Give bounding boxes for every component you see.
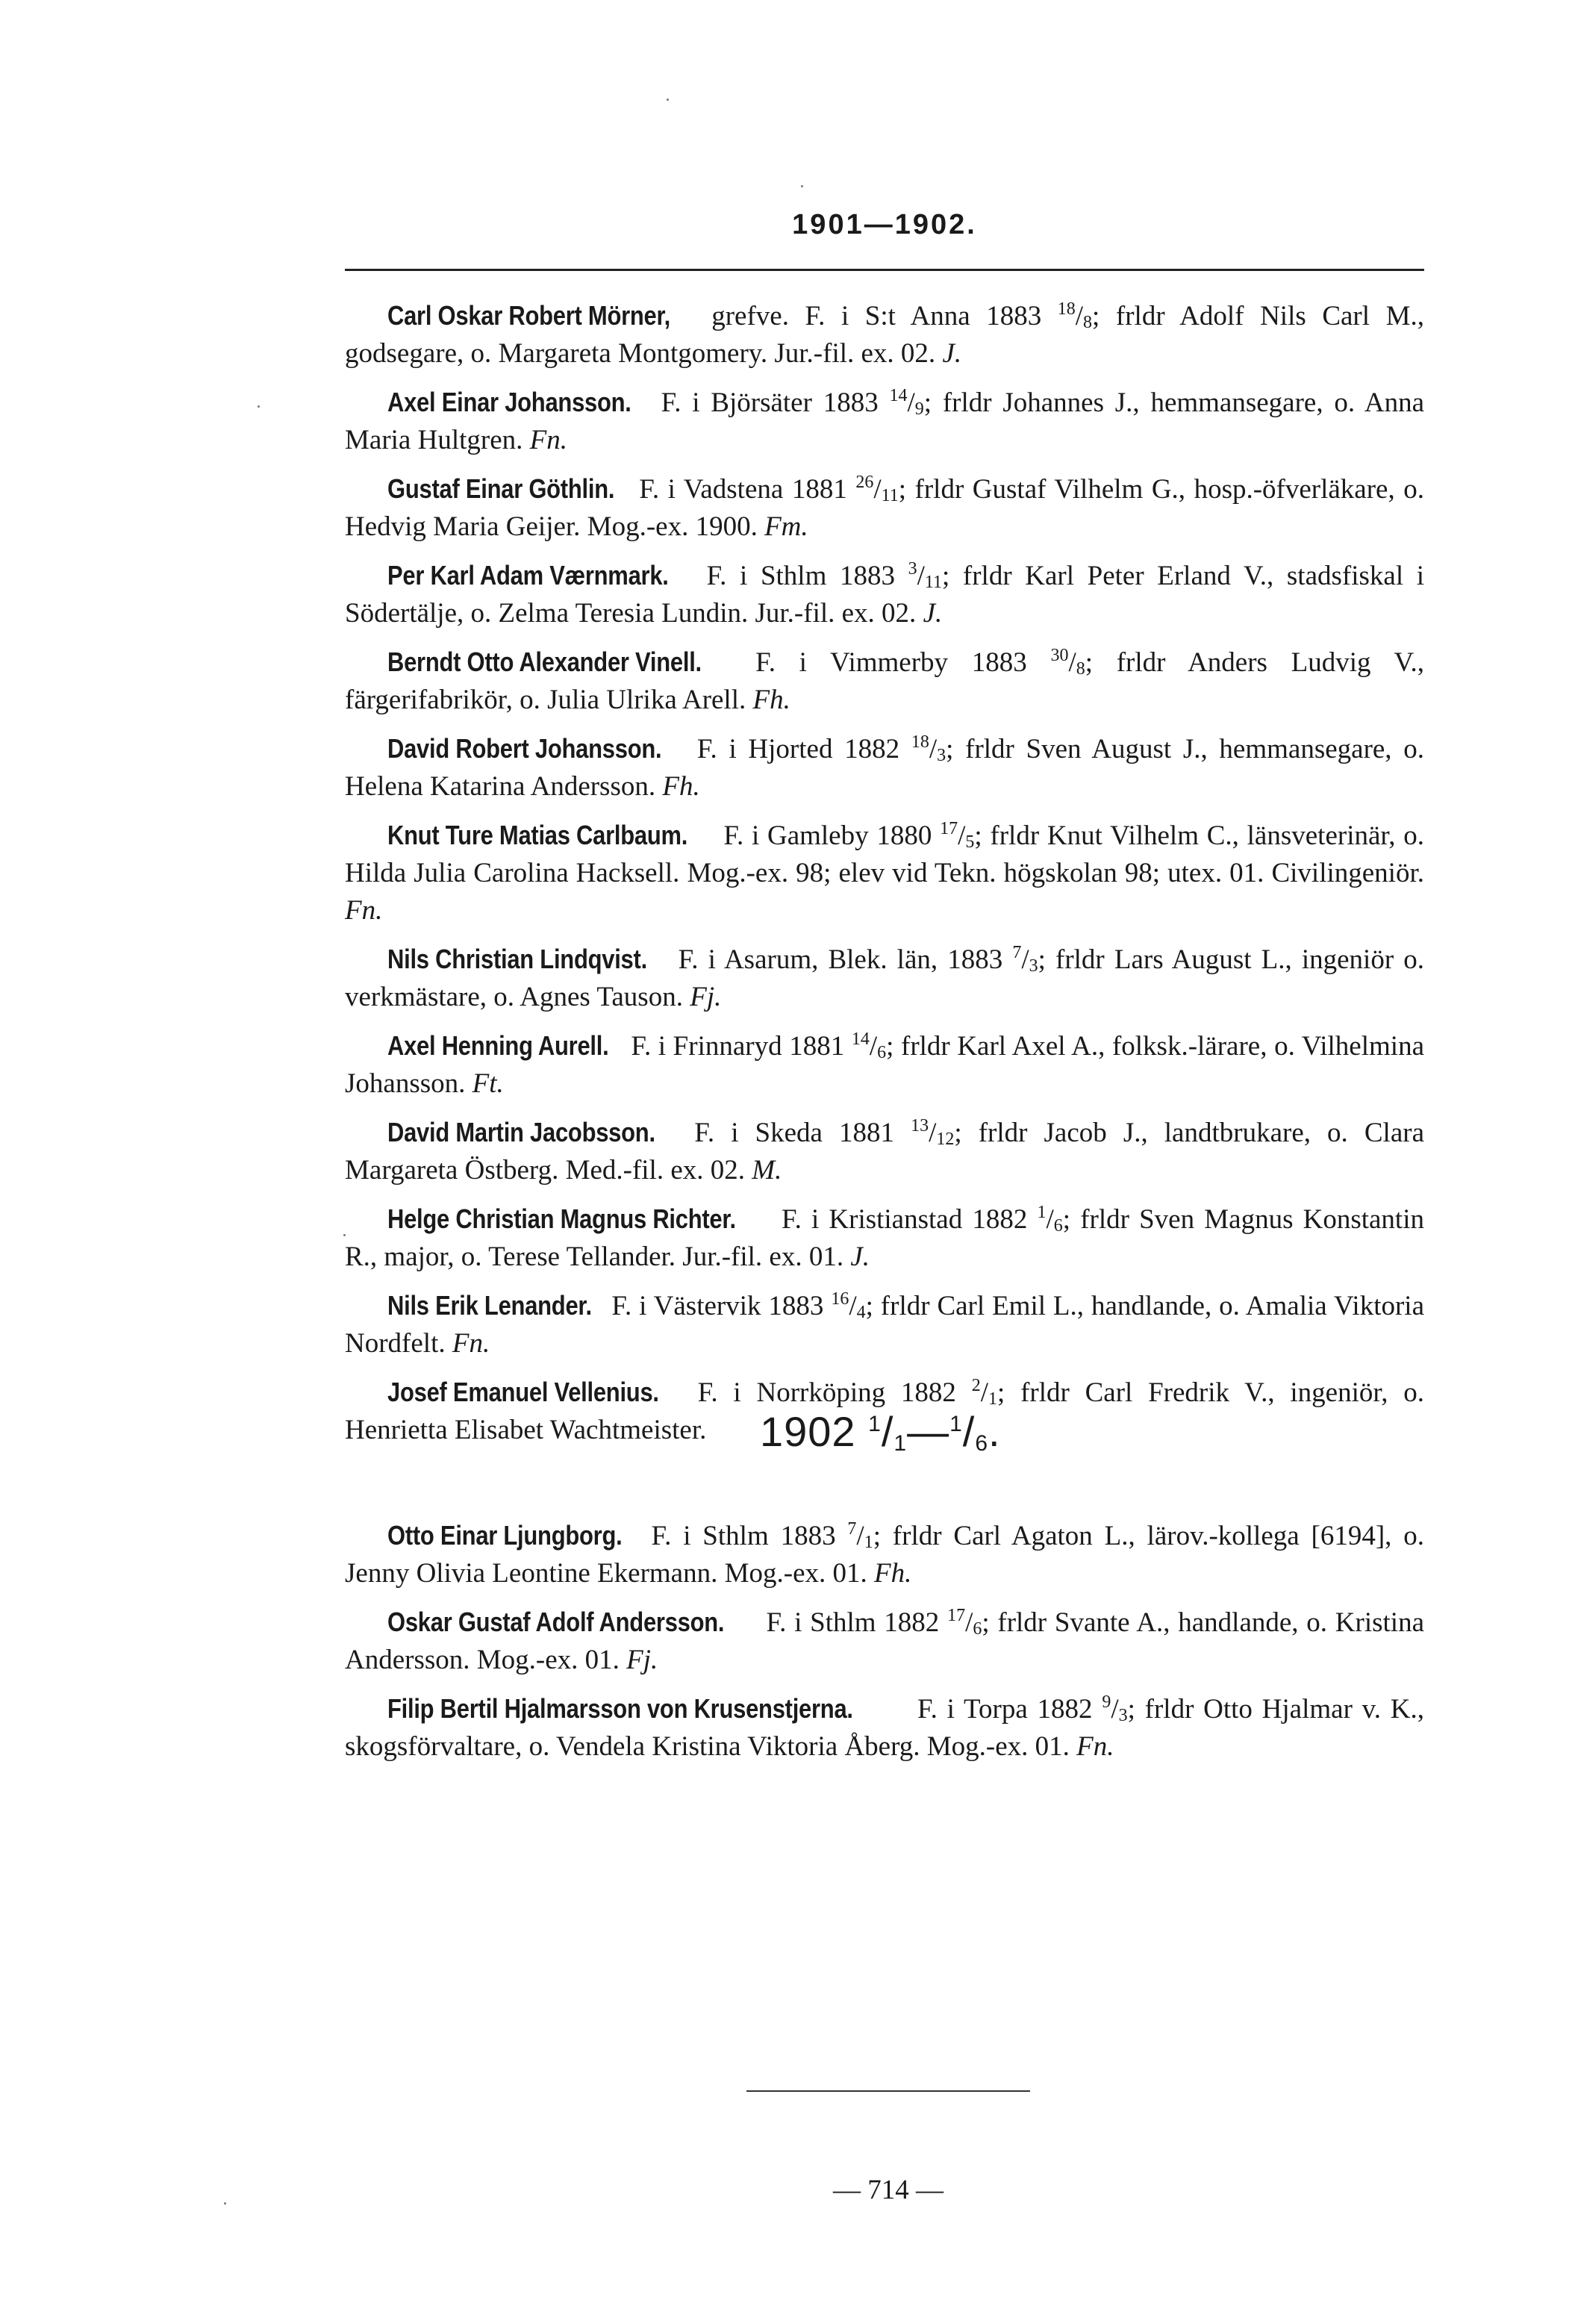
entry-name: Per Karl Adam Værnmark.: [387, 560, 669, 591]
entry-name: Carl Oskar Robert Mörner,: [387, 300, 670, 331]
date-day: 30: [1050, 646, 1069, 665]
date-day: 1: [1037, 1203, 1047, 1222]
date-month: 12: [936, 1130, 955, 1149]
section-heading-1902: 1902 $^1/_1—^1/_6$.: [760, 1408, 1001, 1456]
entry-name: Otto Einar Ljungborg.: [387, 1520, 623, 1551]
range-end-month: 6: [975, 1431, 989, 1456]
header-rule: [345, 269, 1424, 271]
entry-text-2: ; frldr Karl Axel A., folksk.-lärare, o. Vilhelmina Johansson.: [345, 1031, 1424, 1099]
register-entry: Carl Oskar Robert Mörner, grefve. F. i S:t Anna 1883 $^{18}$/8; frldr Adolf Nils Carl M., godsegare, o. Margareta Montgomery. Jur.-fil. ex. 02. J.: [345, 297, 1424, 373]
date-day: 26: [855, 473, 874, 492]
entry-text-1: F. i Kristianstad 1882: [771, 1204, 1038, 1235]
date-month: 5: [965, 832, 975, 852]
entry-text-1: F. i Gamleby 1880: [715, 820, 941, 851]
entry-text-1: F. i Frinnaryd 1881: [623, 1031, 852, 1062]
date-month: 4: [856, 1303, 866, 1322]
register-entry: Oskar Gustaf Adolf Andersson. F. i Sthlm 1882 $^{17}$/6; frldr Svante A., handlande, o. Kristina Andersson. Mog.-ex. 01. Fj.: [345, 1604, 1424, 1679]
entry-text-2: ; frldr Carl Fredrik V., ingeniör, o. Henrietta Elisabet Wachtmeister.: [345, 1377, 1424, 1445]
date-day: 13: [911, 1116, 929, 1135]
entry-text-2: ; frldr Carl Agaton L., lärov.-kollega [6194], o. Jenny Olivia Leontine Ekermann. Mog.-ex. 01.: [345, 1521, 1424, 1589]
entry-text-2: ; frldr Otto Hjalmar v. K., skogsförvaltare, o. Vendela Kristina Viktoria Åberg. Mog.-ex. 01.: [345, 1694, 1424, 1762]
entry-name: Josef Emanuel Vellenius.: [387, 1377, 659, 1407]
register-entry: Per Karl Adam Værnmark. F. i Sthlm 1883 $^3$/11; frldr Karl Peter Erland V., stadsfiskal i Södertälje, o. Zelma Teresia Lundin. Jur.-fil. ex. 02. J.: [345, 557, 1424, 632]
date-day: 16: [831, 1289, 849, 1309]
entry-abbreviation: J.: [923, 598, 943, 629]
scan-speck: [224, 2202, 226, 2205]
entry-text-1: F. i Skeda 1881: [678, 1118, 911, 1148]
register-entry: Nils Erik Lenander. F. i Västervik 1883 $^{16}$/4; frldr Carl Emil L., handlande, o. Amalia Viktoria Nordfelt. Fn.: [345, 1287, 1424, 1362]
date-month: 3: [1118, 1706, 1128, 1725]
date-month: 9: [914, 399, 924, 419]
entry-text-2: ; frldr Johannes J., hemmansegare, o. Anna Maria Hultgren.: [345, 387, 1424, 455]
entry-name: Gustaf Einar Göthlin.: [387, 473, 615, 504]
register-entry: David Martin Jacobsson. F. i Skeda 1881 $^{13}$/12; frldr Jacob J., landtbrukare, o. Clara Margareta Östberg. Med.-fil. ex. 02. M.: [345, 1114, 1424, 1189]
entry-abbreviation: Fm.: [764, 511, 808, 542]
register-entry: Berndt Otto Alexander Vinell. F. i Vimmerby 1883 $^{30}$/8; frldr Anders Ludvig V., färgerifabrikör, o. Julia Ulrika Arell. Fh.: [345, 644, 1424, 719]
entry-text-1: F. i Björsäter 1883: [649, 387, 890, 418]
entry-text-1: F. i Vimmerby 1883: [732, 647, 1051, 678]
entry-abbreviation: Fn.: [345, 895, 383, 926]
entry-text-1: F. i Torpa 1882: [908, 1694, 1102, 1725]
date-month: 6: [877, 1043, 887, 1062]
entry-text-1: grefve. F. i S:t Anna 1883: [695, 301, 1058, 331]
range-end-period: .: [988, 1408, 1001, 1455]
date-day: 17: [947, 1606, 966, 1625]
register-entry: Knut Ture Matias Carlbaum. F. i Gamleby 1880 $^{17}$/5; frldr Knut Vilhelm C., länsveterinär, o. Hilda Julia Carolina Hacksell. Mog.-ex. 98; elev vid Tekn. högskolan 98; utex. 01. Civilingeniör. Fn.: [345, 817, 1424, 929]
entry-text-1: F. i Sthlm 1883: [639, 1521, 848, 1551]
section-year: 1902: [760, 1408, 856, 1455]
scan-speck: [258, 405, 260, 408]
entry-abbreviation: Fn.: [529, 425, 567, 455]
entry-abbreviation: Fn.: [1076, 1731, 1114, 1762]
range-start-day: 1: [868, 1412, 882, 1436]
entry-abbreviation: J.: [942, 338, 962, 369]
register-entry: Axel Einar Johansson. F. i Björsäter 1883 $^{14}$/9; frldr Johannes J., hemmansegare, o. Anna Maria Hultgren. Fn.: [345, 384, 1424, 459]
register-entry: Gustaf Einar Göthlin. F. i Vadstena 1881 $^{26}$/11; frldr Gustaf Vilhelm G., hosp.-öfverläkare, o. Hedvig Maria Geijer. Mog.-ex. 1900. Fm.: [345, 470, 1424, 546]
entry-text-2: ; frldr Anders Ludvig V., färgerifabrikör, o. Julia Ulrika Arell.: [345, 647, 1424, 715]
entry-name: Berndt Otto Alexander Vinell.: [387, 647, 702, 677]
entry-text-1: F. i Sthlm 1883: [693, 561, 908, 591]
entry-abbreviation: Fh.: [662, 771, 700, 802]
date-day: 18: [1057, 299, 1076, 319]
entry-name: David Robert Johansson.: [387, 733, 662, 764]
entry-text-1: F. i Asarum, Blek. län, 1883: [668, 944, 1013, 975]
range-dash: —: [907, 1408, 950, 1455]
entry-text-1: F. i Sthlm 1882: [758, 1607, 948, 1638]
date-month: 3: [937, 746, 946, 765]
date-month: 11: [924, 573, 942, 592]
date-day: 2: [971, 1376, 981, 1395]
date-month: 11: [881, 486, 899, 505]
entry-abbreviation: Fn.: [452, 1328, 490, 1359]
entry-text-2: ; frldr Gustaf Vilhelm G., hosp.-öfverläkare, o. Hedvig Maria Geijer. Mog.-ex. 1900.: [345, 474, 1424, 542]
page-number: — 714 —: [833, 2175, 943, 2205]
entry-abbreviation: Ft.: [472, 1068, 504, 1099]
date-day: 17: [940, 819, 958, 838]
date-month: 3: [1029, 956, 1038, 976]
date-day: 9: [1102, 1692, 1111, 1712]
date-day: 3: [908, 559, 917, 579]
entry-name: Oskar Gustaf Adolf Andersson.: [387, 1607, 725, 1637]
register-entry: Otto Einar Ljungborg. F. i Sthlm 1883 $^7$/1; frldr Carl Agaton L., lärov.-kollega [6194], o. Jenny Olivia Leontine Ekermann. Mog.-ex. 01. Fh.: [345, 1517, 1424, 1592]
entry-name: Helge Christian Magnus Richter.: [387, 1203, 736, 1234]
entry-text-1: F. i Norrköping 1882: [681, 1377, 972, 1408]
date-month: 6: [1053, 1216, 1063, 1236]
date-month: 1: [988, 1389, 997, 1409]
page-header-years: 1901—1902.: [792, 209, 977, 240]
entry-text-2: ; frldr Sven August J., hemmansegare, o. Helena Katarina Andersson.: [345, 734, 1425, 802]
entry-abbreviation: Fj.: [626, 1645, 658, 1675]
date-month: 1: [864, 1533, 873, 1552]
section-1902: [345, 1517, 1424, 1777]
entry-text-1: F. i Hjorted 1882: [685, 734, 911, 764]
entry-text-2: ; frldr Sven Magnus Konstantin R., major, o. Terese Tellander. Jur.-fil. ex. 01.: [345, 1204, 1424, 1272]
date-day: 18: [911, 732, 929, 752]
entry-text-2: ; frldr Jacob J., landtbrukare, o. Clara Margareta Östberg. Med.-fil. ex. 02.: [345, 1118, 1424, 1186]
section-1901-1902: [345, 297, 1424, 1460]
entry-text-2: ; frldr Carl Emil L., handlande, o. Amalia Viktoria Nordfelt.: [345, 1291, 1424, 1359]
date-month: 8: [1083, 313, 1093, 332]
entry-name: Axel Henning Aurell.: [387, 1030, 609, 1061]
entry-name: Axel Einar Johansson.: [387, 387, 631, 417]
date-day: 14: [889, 386, 908, 405]
date-month: 8: [1076, 659, 1085, 679]
entry-name: Nils Erik Lenander.: [387, 1290, 592, 1321]
range-end-day: 1: [949, 1412, 963, 1436]
date-month: 6: [973, 1619, 982, 1639]
register-entry: Filip Bertil Hjalmarsson von Krusenstjerna. F. i Torpa 1882 $^9$/3; frldr Otto Hjalmar v. K., skogsförvaltare, o. Vendela Kristina Viktoria Åberg. Mog.-ex. 01. Fn.: [345, 1690, 1424, 1766]
entry-abbreviation: Fh.: [752, 685, 790, 715]
register-entry: David Robert Johansson. F. i Hjorted 1882 $^{18}$/3; frldr Sven August J., hemmansegare, o. Helena Katarina Andersson. Fh.: [345, 730, 1424, 806]
entry-name: Filip Bertil Hjalmarsson von Krusenstjerna.: [387, 1693, 853, 1724]
range-start-month: 1: [893, 1431, 908, 1456]
register-entry: Josef Emanuel Vellenius. F. i Norrköping 1882 $^2$/1; frldr Carl Fredrik V., ingeniör, o. Henrietta Elisabet Wachtmeister.: [345, 1374, 1424, 1449]
entry-abbreviation: M.: [752, 1155, 782, 1186]
register-entry: Helge Christian Magnus Richter. F. i Kristianstad 1882 $^1$/6; frldr Sven Magnus Konstantin R., major, o. Terese Tellander. Jur.-fil. ex. 01. J.: [345, 1200, 1424, 1276]
date-day: 7: [1012, 943, 1022, 962]
scan-speck: [343, 1234, 346, 1236]
entry-text-2: ; frldr Lars August L., ingeniör o. verkmästare, o. Agnes Tauson.: [345, 944, 1424, 1012]
entry-abbreviation: Fj.: [690, 982, 722, 1012]
scan-speck: [801, 185, 803, 187]
scan-speck: [667, 99, 669, 101]
entry-text-1: F. i Vadstena 1881: [630, 474, 856, 505]
entry-abbreviation: J.: [850, 1242, 870, 1272]
entry-text-2: ; frldr Knut Vilhelm C., länsveterinär, o. Hilda Julia Carolina Hacksell. Mog.-ex. 98; elev vid Tekn. högskolan 98; utex. 01. Civilingeniör.: [345, 820, 1424, 888]
entry-abbreviation: Fh.: [874, 1558, 912, 1589]
entry-text-2: ; frldr Karl Peter Erland V., stadsfiskal i Södertälje, o. Zelma Teresia Lundin. Jur.-fil. ex. 02.: [345, 561, 1424, 629]
entry-name: Knut Ture Matias Carlbaum.: [387, 820, 688, 850]
register-entry: Nils Christian Lindqvist. F. i Asarum, Blek. län, 1883 $^7$/3; frldr Lars August L., ingeniör o. verkmästare, o. Agnes Tauson. Fj.: [345, 941, 1424, 1016]
entry-name: Nils Christian Lindqvist.: [387, 944, 647, 974]
register-entry: Axel Henning Aurell. F. i Frinnaryd 1881 $^{14}$/6; frldr Karl Axel A., folksk.-lärare, o. Vilhelmina Johansson. Ft.: [345, 1027, 1424, 1103]
date-day: 14: [851, 1029, 870, 1049]
entry-text-2: ; frldr Svante A., handlande, o. Kristina Andersson. Mog.-ex. 01.: [345, 1607, 1425, 1675]
date-day: 7: [847, 1519, 857, 1539]
entry-text-2: ; frldr Adolf Nils Carl M., godsegare, o. Margareta Montgomery. Jur.-fil. ex. 02.: [345, 301, 1424, 369]
footer-rule: [746, 2090, 1030, 2092]
entry-text-1: F. i Västervik 1883: [604, 1291, 832, 1321]
entry-name: David Martin Jacobsson.: [387, 1117, 655, 1147]
